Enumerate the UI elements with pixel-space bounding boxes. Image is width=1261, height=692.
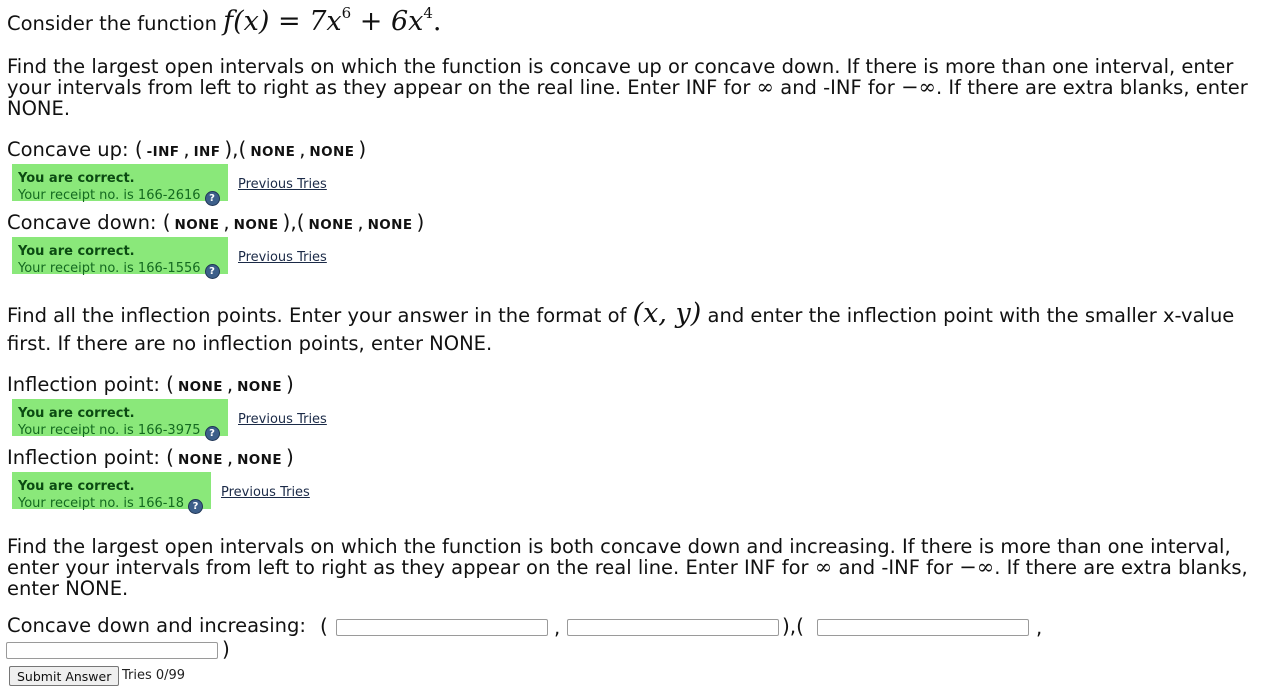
answer-value: NONE (233, 217, 279, 233)
answer-value: NONE (237, 379, 282, 395)
interval1-start-input[interactable] (336, 619, 548, 636)
correct-feedback-box: You are correct. Your receipt no. is 166-1556 ? (12, 237, 228, 274)
function-formula: $f(x) = 7x^6 + 6x^4$. (223, 4, 442, 37)
infinity-symbol: ∞ (814, 555, 833, 579)
concave-down-label: Concave down: (7, 211, 157, 234)
interval2-start-input[interactable] (817, 619, 1029, 636)
neg-infinity-symbol: −∞ (959, 555, 995, 579)
correct-feedback-box: You are correct. Your receipt no. is 166-2616 ? (12, 164, 228, 201)
answer-value: NONE (237, 452, 282, 468)
answer-value: NONE (309, 144, 355, 160)
infinity-symbol: ∞ (756, 75, 775, 99)
answer-value: NONE (177, 379, 223, 395)
answer-value: INF (193, 144, 221, 160)
help-icon[interactable]: ? (205, 264, 220, 279)
correct-feedback-box: You are correct. Your receipt no. is 166-3975 ? (12, 399, 228, 436)
answer-value: -INF (146, 144, 180, 160)
help-icon[interactable]: ? (205, 191, 220, 206)
previous-tries-link[interactable]: Previous Tries (238, 412, 327, 427)
function-statement (7, 6, 442, 37)
inflection-point-label: Inflection point: (7, 373, 160, 396)
answer-value: NONE (250, 144, 296, 160)
intro-prefix: Consider the function (7, 12, 217, 35)
neg-infinity-symbol: −∞ (900, 75, 937, 99)
answer-value: NONE (367, 217, 413, 233)
interval1-end-input[interactable] (567, 619, 779, 636)
submit-answer-button[interactable]: Submit Answer (9, 666, 119, 686)
previous-tries-link[interactable]: Previous Tries (238, 250, 327, 265)
inflection-point-label: Inflection point: (7, 446, 160, 469)
correct-feedback-box: You are correct. Your receipt no. is 166-18 ? (12, 472, 211, 509)
concavity-instructions: Find the largest open intervals on which the function is concave up or concave down. If there is more than one interval, enter your intervals from left to right as they appear on the real line. Enter INF for ∞ and -INF for −∞. If there are extra blanks, enter NONE. (7, 55, 1248, 120)
previous-tries-link[interactable]: Previous Tries (238, 177, 327, 192)
inflection-point-row: Inflection point: ( NONE , NONE ) (7, 372, 294, 396)
answer-value: NONE (174, 217, 220, 233)
answer-value: NONE (308, 217, 354, 233)
concave-down-increasing-label: Concave down and increasing: (7, 614, 306, 637)
concave-down-increasing-instructions: Find the largest open intervals on which the function is both concave down and increasing. If there is more than one interval, enter your intervals from left to right as they appear on the real line. Enter INF for ∞ and -INF for −∞. If there are extra blanks, enter NONE. (7, 535, 1248, 600)
concave-down-row: Concave down: ( NONE , NONE ),( NONE , NONE ) (7, 210, 425, 234)
interval2-end-input[interactable] (6, 642, 218, 659)
inflection-instructions: Find all the inflection points. Enter your answer in the format of (x, y) and enter the inflection point with the smaller x-value first. If there are no inflection points, enter NONE. (7, 298, 1235, 355)
inflection-point-row: Inflection point: ( NONE , NONE ) (7, 445, 294, 469)
previous-tries-link[interactable]: Previous Tries (221, 485, 310, 500)
concave-up-row: Concave up: ( -INF , INF ),( NONE , NONE ) (7, 137, 367, 161)
tries-counter: Tries 0/99 (122, 668, 186, 683)
xy-notation: (x, y) (632, 298, 702, 329)
help-icon[interactable]: ? (188, 499, 203, 514)
answer-value: NONE (177, 452, 223, 468)
help-icon[interactable]: ? (205, 426, 220, 441)
concave-up-label: Concave up: (7, 138, 129, 161)
